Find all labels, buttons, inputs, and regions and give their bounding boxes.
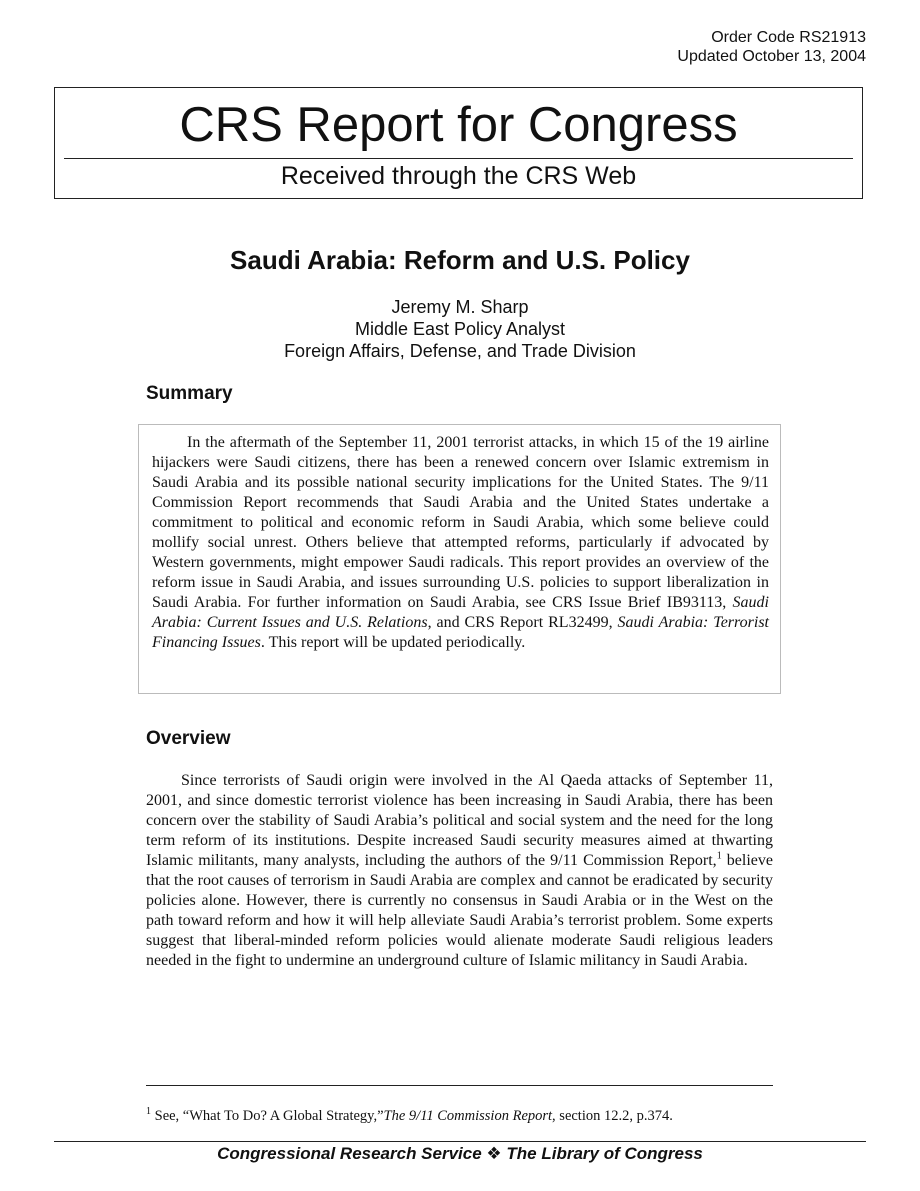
footnote-marker: 1 xyxy=(716,850,722,862)
summary-heading: Summary xyxy=(146,383,233,404)
footnote-number: 1 xyxy=(146,1106,151,1118)
overview-heading: Overview xyxy=(146,728,231,749)
crs-banner xyxy=(54,87,863,199)
footnote-ref: The 9/11 Commission Report xyxy=(383,1108,553,1124)
banner-subtitle: Received through the CRS Web xyxy=(280,162,637,190)
footnote-text-2: , section 12.2, p.374. xyxy=(552,1108,673,1124)
banner-title: CRS Report for Congress xyxy=(179,98,738,152)
updated-date: Updated October 13, 2004 xyxy=(677,48,866,65)
author-title: Middle East Policy Analyst xyxy=(354,319,566,339)
footnote-divider xyxy=(146,1085,773,1086)
page-footer xyxy=(0,1143,920,1165)
summary-text-3: . This report will be updated periodically. xyxy=(260,634,526,651)
overview-body xyxy=(146,771,773,971)
summary-ref-report: Saudi Arabia: Terrorist Financing Issues xyxy=(152,614,770,651)
footer-separator-icon: ❖ xyxy=(486,1144,502,1163)
summary-box xyxy=(138,424,781,694)
overview-text: Since terrorists of Saudi origin were involved in the Al Qaeda attacks of September 11, 2001, and since domestic terrorist violence has been increasing in Saudi Arabia, there has been concern over the stability of Saudi Arabia’s political and social system and the need for the long term reform of its institutions. Despite increased Saudi security measures aimed at thwarting Islamic militants, many analysts, including the authors of the 9/11 Commission Report, xyxy=(146,772,773,869)
summary-text-2: , and CRS Report RL32499, xyxy=(427,614,618,631)
order-code: Order Code RS21913 xyxy=(711,29,866,46)
document-title: Saudi Arabia: Reform and U.S. Policy xyxy=(230,245,690,275)
author-division: Foreign Affairs, Defense, and Trade Division xyxy=(284,341,636,361)
footer-crs: Congressional Research Service xyxy=(217,1144,482,1163)
overview-text-2: believe that the root causes of terrorism in Saudi Arabia are complex and cannot be eradicated by security policies alone. However, there is currently no consensus in Saudi Arabia or in the West on the path toward reform and how it will help alleviate Saudi Arabia’s terrorist problem. Some experts suggest that liberal-minded reform policies would alienate moderate Saudi religious leaders needed in the fight to undermine an underground culture of Islamic militancy in Saudi Arabia. xyxy=(146,852,773,969)
order-code-block xyxy=(677,28,866,66)
overview-paragraph xyxy=(146,771,773,971)
author-block xyxy=(0,296,920,362)
footnote-text: See, “What To Do? A Global Strategy,” xyxy=(151,1108,384,1124)
footer-loc: The Library of Congress xyxy=(506,1144,703,1163)
footer-divider xyxy=(54,1141,866,1142)
banner-divider xyxy=(64,158,853,159)
summary-text: In the aftermath of the September 11, 2001 terrorist attacks, in which 15 of the 19 airline hijackers were Saudi citizens, there has been a renewed concern over Islamic extremism in Saudi Arabia and its possible national security implications for the United States. The 9/11 Commission Report recommends that Saudi Arabia and the United States undertake a commitment to political and economic reform in Saudi Arabia, which some believe could mollify social unrest. Others believe that attempted reforms, particularly if advocated by Western governments, might empower Saudi radicals. This report provides an overview of the reform issue in Saudi Arabia, and issues surrounding U.S. policies to support liberalization in Saudi Arabia. For further information on Saudi Arabia, see CRS Issue Brief IB93113, xyxy=(152,434,769,611)
author-name: Jeremy M. Sharp xyxy=(391,297,529,317)
summary-paragraph xyxy=(152,433,769,653)
summary-ref-issue-brief: Saudi Arabia: Current Issues and U.S. Relations xyxy=(152,594,769,631)
footnote xyxy=(146,1107,773,1125)
